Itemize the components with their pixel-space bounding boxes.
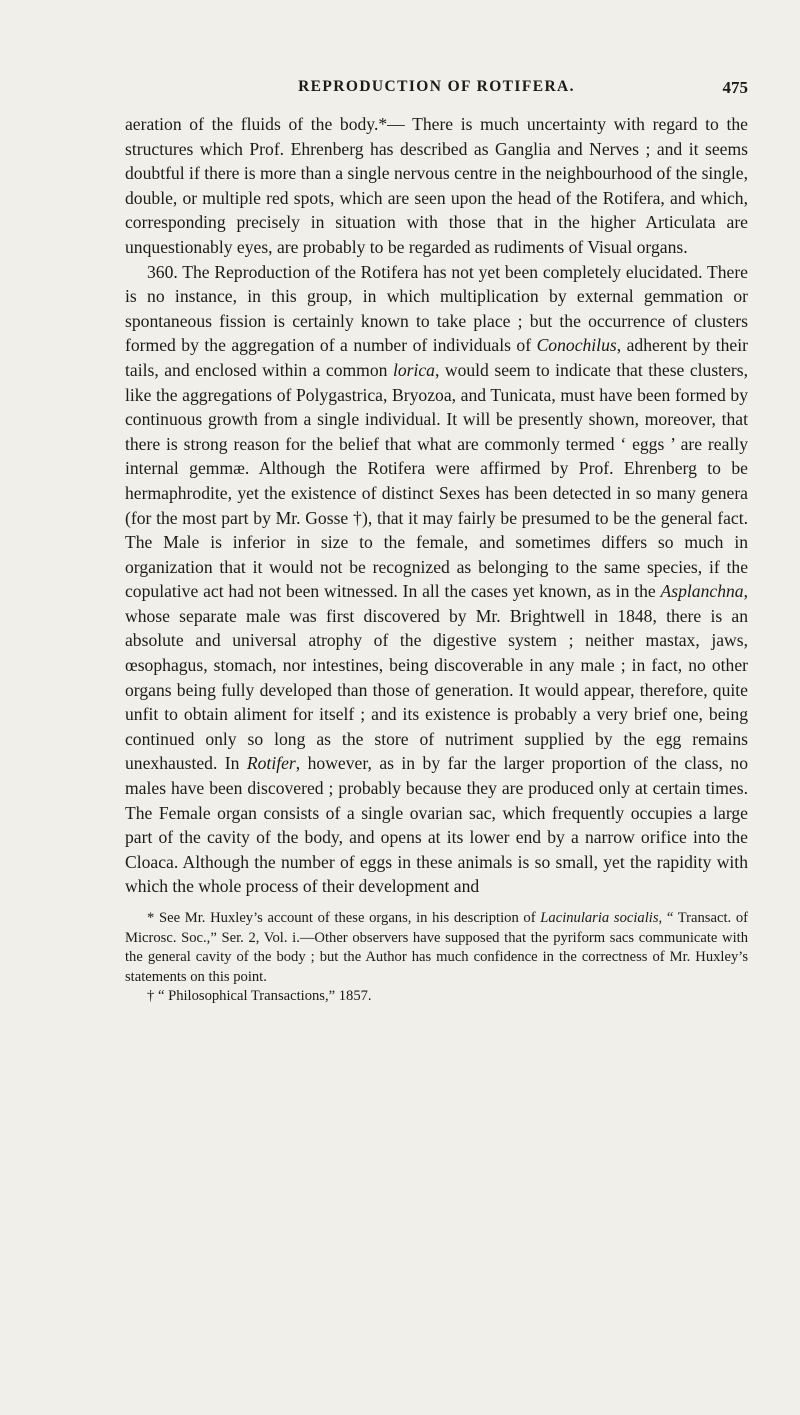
text-run: , however, as in by far the larger proportion of the class, no males have been discovered ; probably because they are produced only at certain times. The Female organ consists of a single ovarian sac, which frequently occupies a large part of the cavity of the body, and opens at its lower end by a narrow orifice into the Cloaca. Although the number of eggs in these animals is so small, yet the rapidity with which the whole process of their development and xyxy=(125,753,748,897)
footnote-asterisk xyxy=(125,909,748,987)
text-run: aeration of the fluids of the body.*— There is much uncertainty with regard to the structures which Prof. Ehrenberg has described as Ganglia and Nerves ; and it seems doubtful if there is more than a single nervous centre in the neighbourhood of the single, double, or multiple red spots, which are seen upon the head of the Rotifera, and which, corresponding precisely in situation with those that in the higher Articulata are unquestionably eyes, are probably to be regarded as rudiments of Visual organs. xyxy=(125,114,748,257)
text-run: , would seem to indicate that these clusters, like the aggregations of Polygastrica, Bryozoa, and Tunicata, must have been formed by continuous growth from a single individual. It will be presently shown, moreover, that there is strong reason for the belief that what are commonly termed ‘ eggs ’ are really internal gemmæ. Although the Rotifera were affirmed by Prof. Ehrenberg to be hermaphrodite, yet the existence of distinct Sexes has been detected in so many genera (for the most part by Mr. Gosse †), that it may fairly be presumed to be the general fact. The Male is inferior in size to the female, and sometimes differs so much in organization that it would not be recognized as belonging to the same species, if the copulative act had not been witnessed. In all the cases yet known, as in the xyxy=(125,359,748,602)
footnotes xyxy=(125,909,748,1007)
text-run: * See Mr. Huxley’s account of these organs, in his description of xyxy=(147,910,541,926)
text-run: , adherent by their tails, and enclosed within a common xyxy=(125,335,748,380)
running-title: REPRODUCTION OF ROTIFERA. xyxy=(298,78,575,95)
italic-term-asplanchna: Asplanchna xyxy=(660,581,744,602)
body-text xyxy=(125,112,748,899)
text-run: † “ Philosophical Transactions,” 1857. xyxy=(147,988,372,1004)
running-header xyxy=(125,78,748,110)
italic-term-rotifer: Rotifer xyxy=(246,753,296,774)
text-run: 360. The Reproduction of the Rotifera has not yet been completely elucidated. There is no instance, in this group, in which multiplication by external gemmation or spontaneous fission is certainly known to take place ; but the occurrence of clusters formed by the aggregation of a number of individuals of xyxy=(125,261,748,356)
paragraph-360-reproduction xyxy=(125,260,748,899)
footnote-dagger xyxy=(125,987,748,1007)
italic-term-lacinularia: Lacinularia socialis xyxy=(540,910,659,926)
page-number: 475 xyxy=(722,78,748,97)
text-run: , whose separate male was first discovered by Mr. Brightwell in 1848, there is an absolute and universal atrophy of the digestive system ; neither mastax, jaws, œsophagus, stomach, nor intestines, being discoverable in any male ; in fact, no other organs being fully developed than those of generation. It would appear, therefore, quite unfit to obtain aliment for itself ; and its existence is probably a very brief one, being continued only so long as the store of nutriment supplied by the egg remains unexhausted. In xyxy=(125,581,748,774)
italic-term-lorica: lorica xyxy=(392,359,435,380)
text-run: , “ Transact. of Microsc. Soc.,” Ser. 2, Vol. i.—Other observers have supposed that the pyriform sacs communicate with the general cavity of the body ; but the Author has much confidence in the correctness of Mr. Huxley’s statements on this point. xyxy=(125,910,748,985)
paragraph-aeration xyxy=(125,112,748,260)
italic-term-conochilus: Conochilus xyxy=(536,335,617,356)
